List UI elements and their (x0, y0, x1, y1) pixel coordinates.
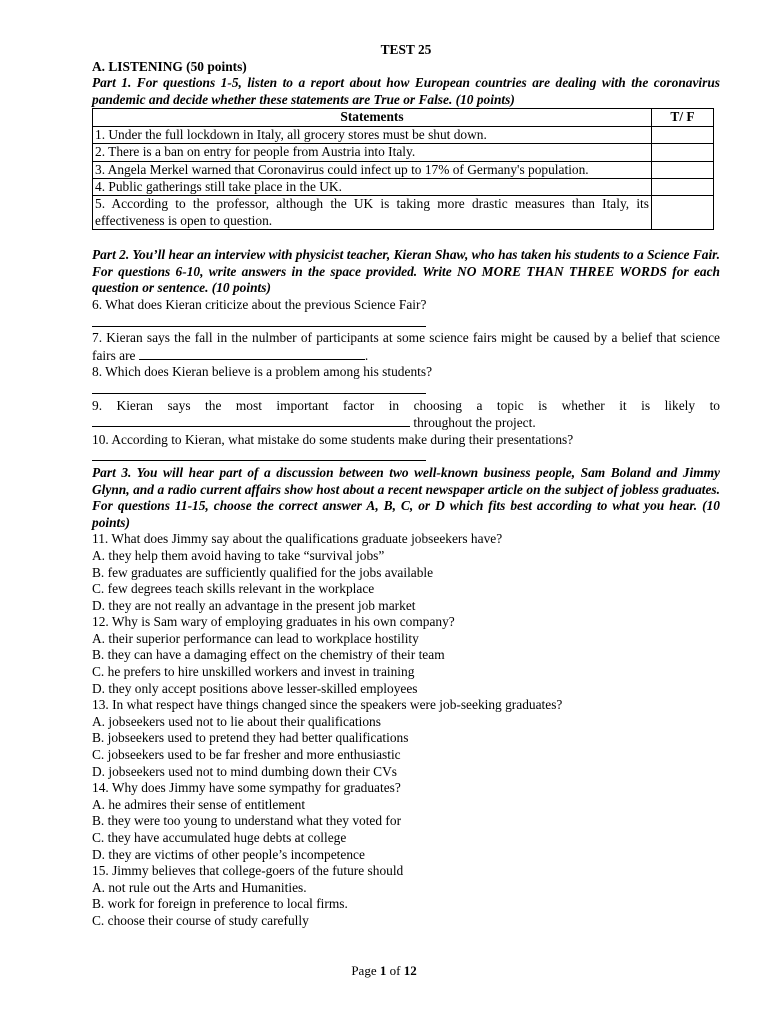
option-c[interactable]: C. choose their course of study carefully (92, 912, 309, 928)
option-c[interactable]: C. jobseekers used to be far fresher and more enthusiastic (92, 747, 401, 763)
test-title: TEST 25 (380, 42, 432, 57)
answer-line-10[interactable] (92, 448, 720, 465)
table-row (93, 161, 714, 178)
statement-cell: 4. Public gatherings still take place in the UK. (93, 179, 652, 196)
footer-prefix: Page (351, 963, 380, 978)
question-15: 15. Jimmy believes that college-goers of the future should (92, 863, 404, 879)
option-d[interactable]: D. they only accept positions above lesser-skilled employees (92, 680, 418, 696)
option-d[interactable]: D. they are not really an advantage in the present job market (92, 597, 416, 613)
footer-of: of (386, 963, 404, 978)
question-9-tail: throughout the project. (410, 415, 536, 431)
option-c[interactable]: C. he prefers to hire unskilled workers and invest in training (92, 664, 415, 680)
option-b[interactable]: B. work for foreign in preference to local firms. (92, 896, 348, 912)
statement-cell: 5. According to the professor, although the UK is taking more drastic measures than Italy, its effectiveness is open to question. (93, 196, 652, 230)
option-b[interactable]: B. they were too young to understand what they voted for (92, 813, 402, 829)
option-a[interactable]: A. jobseekers used not to lie about their qualifications (92, 713, 381, 729)
table-row (93, 144, 714, 161)
statement-cell: 2. There is a ban on entry for people from Austria into Italy. (93, 144, 652, 161)
option-b[interactable]: B. few graduates are sufficiently qualified for the jobs available (92, 564, 434, 580)
option-d[interactable]: D. they are victims of other people’s incompetence (92, 846, 365, 862)
answer-blank-9[interactable] (92, 414, 410, 427)
part3-instruction: Part 3. You will hear part of a discussion between two well-known business people, Sam Boland and Jimmy Glynn, and a radio current affairs show host about a recent newspaper article on the subject of jobless graduates. For questions 11-15, choose the correct answer A, B, C, or D which fits best according to what you hear. (10 points) (92, 464, 720, 530)
tf-answer-cell[interactable] (652, 161, 714, 178)
document-page (92, 42, 720, 930)
part1-instruction: Part 1. For questions 1-5, listen to a report about how European countries are dealing with the coronavirus pandemic and decide whether these statements are True or False. (10 points) (92, 75, 720, 107)
statement-cell: 1. Under the full lockdown in Italy, all grocery stores must be shut down. (93, 126, 652, 143)
table-row (93, 126, 714, 143)
option-a[interactable]: A. they help them avoid having to take “survival jobs” (92, 547, 385, 563)
section-heading: A. LISTENING (50 points) (92, 58, 247, 74)
page-footer (0, 963, 768, 979)
tf-answer-cell[interactable] (652, 144, 714, 161)
option-d[interactable]: D. jobseekers used not to mind dumbing down their CVs (92, 763, 397, 779)
statements-header: Statements (93, 109, 652, 126)
question-7-end: . (364, 347, 369, 363)
table-row (93, 196, 714, 230)
answer-blank-7[interactable] (139, 347, 365, 360)
question-9-end (92, 414, 720, 432)
tf-header: T/ F (652, 109, 714, 126)
statement-cell: 3. Angela Merkel warned that Coronavirus could infect up to 17% of Germany's population. (93, 161, 652, 178)
table-header-row (93, 109, 714, 126)
tf-answer-cell[interactable] (652, 126, 714, 143)
answer-line-6[interactable] (92, 314, 720, 331)
question-12: 12. Why is Sam wary of employing graduates in his own company? (92, 614, 455, 630)
question-14: 14. Why does Jimmy have some sympathy for graduates? (92, 780, 401, 796)
question-9-text: 9. Kieran says the most important factor in choosing a topic is whether it is likely to (92, 397, 720, 413)
option-a[interactable]: A. not rule out the Arts and Humanities. (92, 879, 307, 895)
question-11: 11. What does Jimmy say about the qualifications graduate jobseekers have? (92, 531, 503, 547)
part2-instruction: Part 2. You’ll hear an interview with physicist teacher, Kieran Shaw, who has taken his students to a Science Fair. For questions 6-10, write answers in the space provided. Write NO MORE THAN THREE WORDS for each question or sentence. (10 points) (92, 247, 720, 296)
question-13: 13. In what respect have things changed since the speakers were job-seeking graduates? (92, 697, 563, 713)
option-b[interactable]: B. jobseekers used to pretend they had better qualifications (92, 730, 409, 746)
page-total: 12 (403, 963, 417, 978)
option-a[interactable]: A. their superior performance can lead to workplace hostility (92, 630, 419, 646)
option-b[interactable]: B. they can have a damaging effect on the chemistry of their team (92, 647, 445, 663)
question-10: 10. According to Kieran, what mistake do some students make during their presentations? (92, 431, 574, 447)
statements-table (92, 108, 714, 230)
option-c[interactable]: C. few degrees teach skills relevant in the workplace (92, 581, 375, 597)
tf-answer-cell[interactable] (652, 179, 714, 196)
tf-answer-cell[interactable] (652, 196, 714, 230)
answer-line-8[interactable] (92, 381, 720, 398)
option-c[interactable]: C. they have accumulated huge debts at college (92, 830, 347, 845)
question-7-text: 7. Kieran says the fall in the nulmber of participants at some science fairs might be caused by a belief that science fairs are (92, 330, 720, 363)
question-7 (92, 330, 720, 364)
question-8: 8. Which does Kieran believe is a problem among his students? (92, 364, 433, 380)
table-row (93, 179, 714, 196)
option-a[interactable]: A. he admires their sense of entitlement (92, 796, 306, 812)
question-6: 6. What does Kieran criticize about the previous Science Fair? (92, 297, 427, 312)
page-number: 1 (379, 963, 387, 978)
